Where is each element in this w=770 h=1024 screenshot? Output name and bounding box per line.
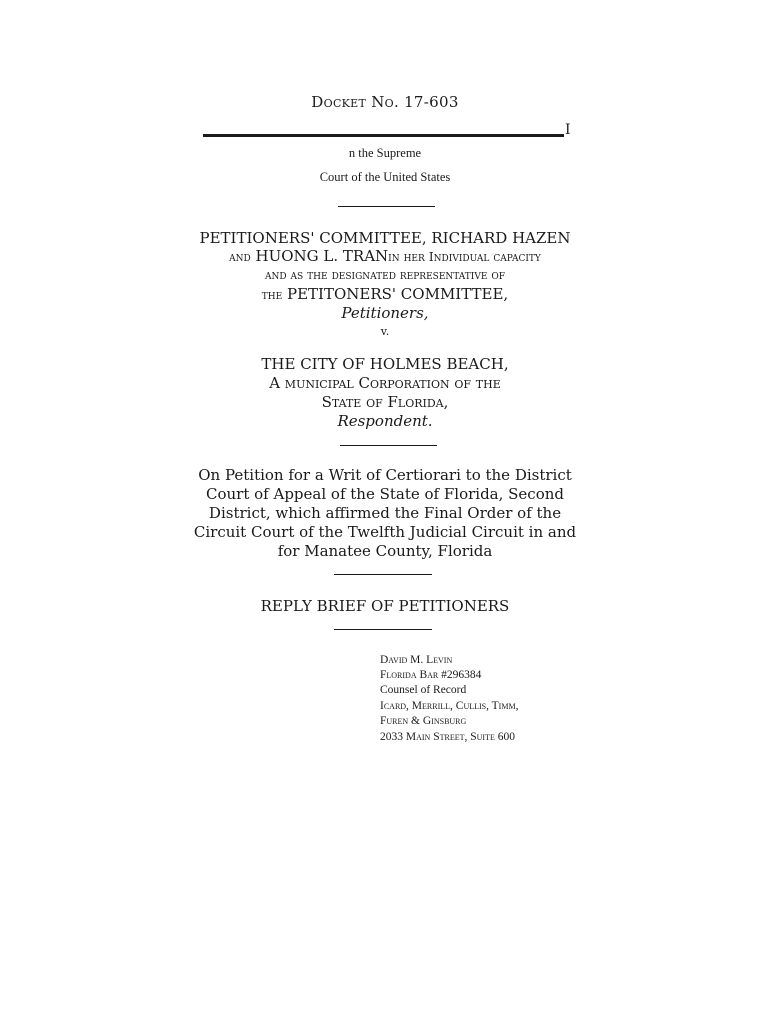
- petition-line4: Circuit Court of the Twelfth Judicial Circuit in and: [193, 523, 577, 541]
- drop-cap: I: [565, 122, 571, 138]
- petition-line5: for Manatee County, Florida: [277, 542, 493, 560]
- attorney-address: 2033 Main Street, Suite 600: [380, 731, 515, 743]
- brief-title: REPLY BRIEF OF PETITIONERS: [260, 597, 510, 615]
- versus: v.: [380, 325, 390, 338]
- respondent-label: Respondent.: [337, 412, 433, 430]
- attorney-firm2: Furen & Ginsburg: [380, 715, 467, 727]
- docket-number: Docket No. 17-603: [311, 93, 459, 111]
- petitioners-capacity: in her Individual capacity: [388, 249, 541, 264]
- petitioners-name: HUONG L. TRAN: [255, 247, 389, 265]
- petitioners-line1: PETITIONERS' COMMITTEE, RICHARD HAZEN: [199, 229, 571, 247]
- respondent-line1: THE CITY OF HOLMES BEACH,: [261, 355, 509, 373]
- petitioners-and: and: [229, 249, 251, 264]
- respondent-line3: State of Florida,: [321, 393, 449, 411]
- petitioners-line4: [0, 285, 770, 304]
- court-name-line1: n the Supreme: [348, 146, 422, 160]
- petitioners-committee: PETITONERS' COMMITTEE,: [287, 285, 509, 303]
- header-rule: [203, 134, 564, 137]
- attorney-name: David M. Levin: [380, 654, 453, 666]
- petitioners-line2: [0, 247, 770, 266]
- attorney-role: Counsel of Record: [380, 684, 467, 696]
- petition-line1: On Petition for a Writ of Certiorari to the District: [198, 466, 572, 484]
- respondent-line2: A municipal Corporation of the: [269, 374, 501, 392]
- petitioners-the: the: [261, 287, 283, 302]
- attorney-bar: Florida Bar #296384: [380, 669, 482, 681]
- petitioners-label: Petitioners,: [341, 304, 429, 322]
- petition-line2: Court of Appeal of the State of Florida, Second: [206, 485, 564, 503]
- attorney-firm1: Icard, Merrill, Cullis, Timm,: [380, 700, 519, 712]
- court-name-line2: Court of the United States: [319, 170, 451, 184]
- divider-rule: [338, 206, 435, 207]
- divider-rule: [340, 445, 437, 446]
- divider-rule: [334, 629, 432, 630]
- divider-rule: [334, 574, 432, 575]
- petition-line3: District, which affirmed the Final Order of the: [208, 504, 562, 522]
- petitioners-line3: and as the designated representative of: [264, 267, 506, 282]
